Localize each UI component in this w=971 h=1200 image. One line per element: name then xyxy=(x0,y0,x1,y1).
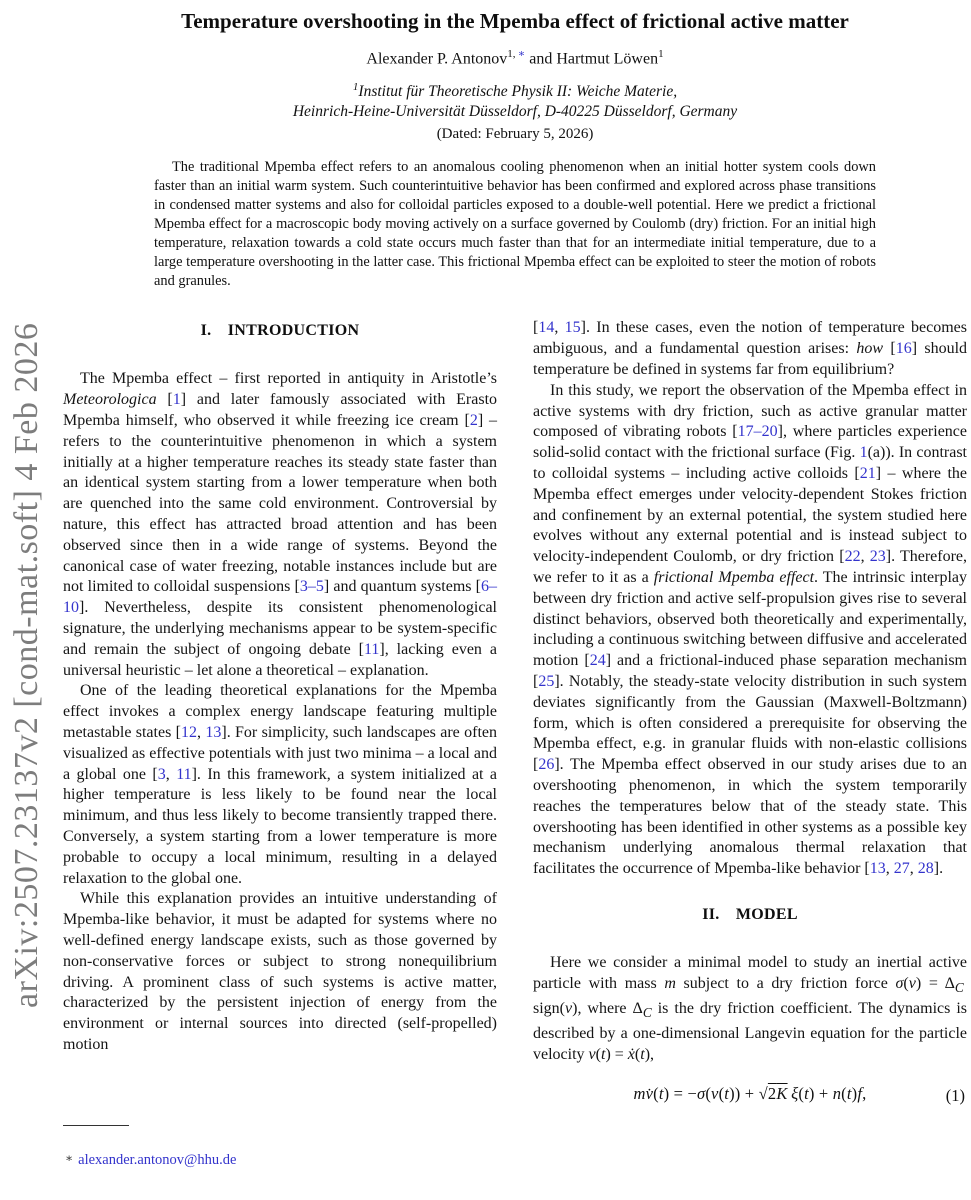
equation-1 xyxy=(533,1084,967,1104)
intro-paragraph-1: The Mpemba effect – first reported in antiquity in Aristotle’s Meteorologica [1] and later famously associated with Erasto Mpemba himself, who observed it while freezing ice cream [2] – refers to the counterintuitive phenomenon in which a system initially at a higher temperature reaches its steady state faster than an identical system starting from a lower temperature when both are quenched into the same cold environment. Controversial by nature, this effect has attracted broad attention and has been observed since then in a wide range of systems. Beyond the canonical case of water freezing, notable instances include but are not limited to colloidal suspensions [3–5] and quantum systems [6–10]. Nevertheless, despite its consistent phenomenological signature, the underlying mechanisms appear to be system-specific and remain the subject of ongoing debate [11], lacking even a universal heuristic – let alone a theoretical – explanation. xyxy=(63,370,498,679)
affiliation-line-2: Heinrich-Heine-Universität Düsseldorf, D-40225 Düsseldorf, Germany xyxy=(292,103,738,121)
left-column xyxy=(63,318,497,1175)
model-paragraph-1: Here we consider a minimal model to study an inertial active particle with mass m subject to a dry friction force $\sigma(v) = \Delta_C$ sign(v), where $\Delta_C$ is the dry friction coefficient. The dynamics is described by a one-dimensional Langevin equation for the particle velocity v(t) = ẋ(t), xyxy=(533,954,968,1063)
paper-title: Temperature overshooting in the Mpemba effect of frictional active matter xyxy=(181,9,849,33)
footnote-email-link[interactable]: alexander.antonov@hhu.de xyxy=(78,1152,237,1169)
section-heading-model: II. MODEL xyxy=(702,906,798,923)
abstract-text: The traditional Mpemba effect refers to an anomalous cooling phenomenon when an initial hotter system cools down faster than an initial warm system. Such counterintuitive behavior has been confirmed and explored across phase transitions in condensed matter systems and also for colloidal particles exposed to a double-well potential. Here we predict a frictional Mpemba effect for a macroscopic body moving actively on a surface governed by Coulomb (dry) friction. For an initial high temperature, relaxation towards a cold state occurs much faster than that for an intermediate initial temperature, due to a large temperature overshooting in the latter case. This frictional Mpemba effect can be exploited to steer the motion of robots and granules. xyxy=(154,159,876,290)
affiliation-line-1: $^1$Institut für Theoretische Physik II: Weiche Materie, xyxy=(352,81,678,101)
arxiv-watermark: arXiv:2507.23137v2 [cond-mat.soft] 4 Feb 2026 xyxy=(8,322,45,1008)
intro-paragraph-5: In this study, we report the observation of the Mpemba effect in active systems with dry friction, such as active granular matter composed of vibrating robots [17–20], where particles experience solid-solid contact with the frictional surface (Fig. 1(a)). In contrast to colloidal systems – including active colloids [21] – where the Mpemba effect emerges under velocity-dependent Stokes friction and confinement by an external potential, the system studied here evolves without any external potential and is instead subject to velocity-independent Coulomb, or dry friction [22, 23]. Therefore, we refer to it as a frictional Mpemba effect. The intrinsic interplay between dry friction and active self-propulsion gives rise to several distinct behaviors, observed both theoretically and experimentally, including a continuous switching between diffusive and accelerated motion [24] and a frictional-induced phase separation mechanism [25]. Notably, the steady-state velocity distribution in such system deviates significantly from the Gaussian (Maxwell-Boltzmann) form, which is often considered a prerequisite for observing the Mpemba effect, e.g. in granular fluids with non-elastic collisions [26]. The Mpemba effect observed in our study arises due to an overshooting phenomenon, in which the system temporarily reaches the temperatures below that of the steady state. This overshooting has been identified in other systems as a possible key mechanism underlying anomalous thermal relaxation that facilitates the occurrence of Mpemba-like behavior [13, 27, 28]. xyxy=(533,381,968,878)
date-line: (Dated: February 5, 2026) xyxy=(436,126,594,143)
footnote-line xyxy=(63,1151,497,1169)
intro-paragraph-4: [14, 15]. In these cases, even the notion of temperature becomes ambiguous, and a fundamental question arises: how [16] should temperature be defined in systems far from equilibrium? xyxy=(533,319,968,379)
paper-content xyxy=(63,0,967,1175)
two-column-body xyxy=(63,318,967,1175)
footnote-marker: ∗ xyxy=(65,1151,74,1166)
section-heading-introduction: I. INTRODUCTION xyxy=(200,322,360,340)
equation-1-number: (1) xyxy=(945,1086,965,1106)
right-column xyxy=(533,318,967,1175)
footnote xyxy=(63,1125,497,1169)
footnote-rule xyxy=(63,1125,129,1126)
author-line: Alexander P. Antonov$^{1, ∗}$ and Hartmut Löwen$^1$ xyxy=(366,48,664,68)
equation-1-body: mv̇(t) = −σ(v(t)) + √2K ξ(t) + n(t)f, xyxy=(633,1084,867,1104)
intro-paragraph-3: While this explanation provides an intuitive understanding of Mpemba-like behavior, it must be adapted for systems where no well-defined energy landscape exists, such as those governed by non-conservative forces or subject to strong nonequilibrium driving. A prominent class of such systems is active matter, characterized by the persistent injection of energy from the environment or internal sources into directed (self-propelled) motion xyxy=(63,890,497,1053)
intro-paragraph-2: One of the leading theoretical explanations for the Mpemba effect invokes a complex energy landscape featuring multiple metastable states [12, 13]. For simplicity, such landscapes are often visualized as effective potentials with just two minima – a local and a global one [3, 11]. In this framework, a system initialized at a higher temperature is less likely to be found near the local minimum, and thus less likely to become transiently trapped there. Conversely, a system starting from a lower temperature is more probable to occupy a local minimum, resulting in a delayed relaxation to the global one. xyxy=(63,682,498,887)
